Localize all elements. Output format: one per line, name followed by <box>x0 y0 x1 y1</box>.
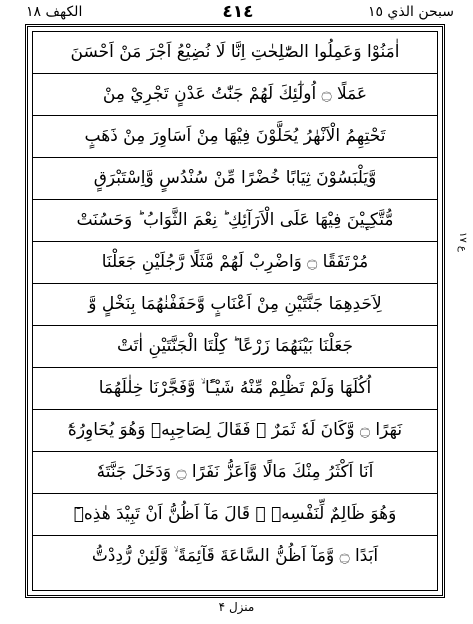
verse-line: اَنَا اَكْثَرُ مِنْكَ مَالًا وَّاَعَزُّ نَفَرًا ۝ وَدَخَلَ جَنَّتَهٗ <box>33 452 437 494</box>
verse-line: اُكُلَهَا وَلَمْ تَظْلِمْ مِّنْهُ شَيْـًٔا ۙ وَّفَجَّرْنَا خِلٰلَهُمَا <box>33 368 437 410</box>
surah-name: الكهف ١٨ <box>26 4 83 20</box>
verse-line: اَبَدًا ۝ وَّمَآ اَظُنُّ السَّاعَةَ قَآئِمَةً ۙ وَّلَئِنْ رُّدِدْتُّ <box>91 546 379 566</box>
ruku-marker: ع ۱۷ <box>457 232 468 252</box>
verse-line: لِاَحَدِهِمَا جَنَّتَيْنِ مِنْ اَعْنَابٍ وَّحَفَفْنٰهُمَا بِنَخْلٍ وَّ <box>33 284 437 326</box>
verse-line: مُرْتَفَقًا ۝ وَاضْرِبْ لَهُمْ مَّثَلًا رَّجُلَيْنِ جَعَلْنَا <box>33 242 437 284</box>
juz-name: سبحن الذي ١٥ <box>367 4 454 20</box>
text-frame <box>25 24 445 598</box>
page-header <box>22 2 454 24</box>
page-number: ٤١٤ <box>222 2 254 22</box>
verse-line: تَحْتِهِمُ الْاَنْهٰرُ يُحَلَّوْنَ فِيْهَا مِنْ اَسَاوِرَ مِنْ ذَهَبٍ <box>33 116 437 158</box>
verse-line: عَمَلًا ۝ اُولٰٓئِكَ لَهُمْ جَنّٰتُ عَدْنٍ تَجْرِيْ مِنْ <box>33 74 437 116</box>
manzil-footer: منزل ۴ <box>218 600 255 614</box>
text-lines <box>32 31 438 591</box>
verse-line: وَهُوَ ظَالِمٌ لِّنَفْسِهٖ ۚ قَالَ مَآ اَظُنُّ اَنْ تَبِيْدَ هٰذِهٖٓ <box>33 494 437 536</box>
verse-line: جَعَلْنَا بَيْنَهُمَا زَرْعًا ؕ كِلْتَا الْجَنَّتَيْنِ اٰتَتْ <box>33 326 437 368</box>
verse-line: مُّتَّكِـِٕيْنَ فِيْهَا عَلَى الْاَرَآئِكِ ؕ نِعْمَ الثَّوَابُ ؕ وَحَسُنَتْ <box>33 200 437 242</box>
verse-line: وَّيَلْبَسُوْنَ ثِيَابًا خُضْرًا مِّنْ سُنْدُسٍ وَّاِسْتَبْرَقٍ <box>33 158 437 200</box>
verse-line: نَهَرًا ۝ وَّكَانَ لَهٗ ثَمَرٌ ۚ فَقَالَ لِصَاحِبِهٖ وَهُوَ يُحَاوِرُهٗٓ <box>33 410 437 452</box>
verse-line: اٰمَنُوْا وَعَمِلُوا الصّٰلِحٰتِ اِنَّا لَا نُضِيْعُ اَجْرَ مَنْ اَحْسَنَ <box>33 32 437 74</box>
